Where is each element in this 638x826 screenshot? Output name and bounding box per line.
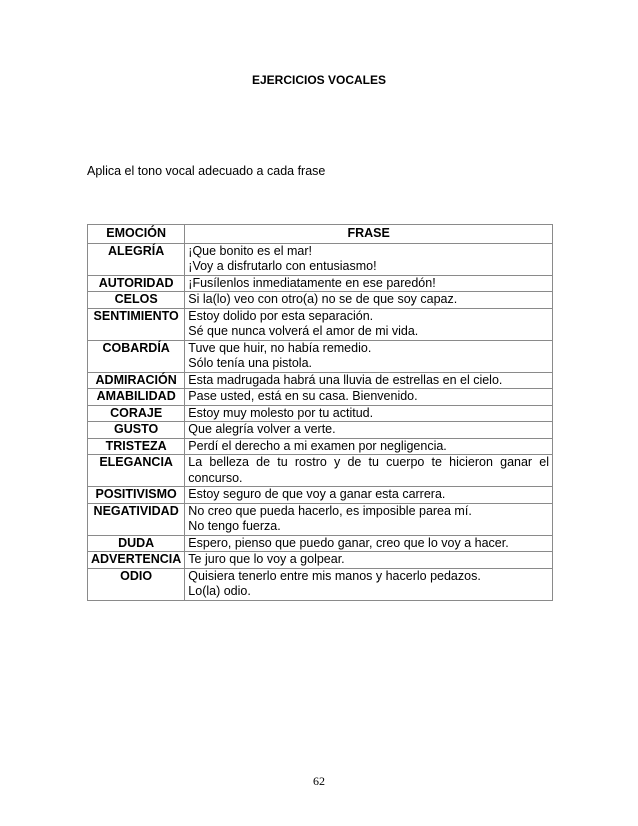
phrase-cell — [185, 405, 553, 422]
table-row — [88, 243, 553, 275]
table-row — [88, 568, 553, 600]
table-row — [88, 422, 553, 439]
phrase-cell — [185, 372, 553, 389]
phrase-cell — [185, 552, 553, 569]
phrase-line: ¡Voy a disfrutarlo con entusiasmo! — [188, 259, 377, 273]
table-row — [88, 340, 553, 372]
emotion-cell: ADVERTENCIA — [88, 552, 185, 569]
emotion-cell: CORAJE — [88, 405, 185, 422]
phrase-line: Que alegría volver a verte. — [188, 422, 336, 436]
instruction-text: Aplica el tono vocal adecuado a cada frase — [87, 164, 326, 178]
phrase-line: Pase usted, está en su casa. Bienvenido. — [188, 389, 418, 403]
phrase-cell — [185, 503, 553, 535]
table-row — [88, 487, 553, 504]
table-body — [88, 243, 553, 600]
emotion-cell: ADMIRACIÓN — [88, 372, 185, 389]
phrase-line: Sé que nunca volverá el amor de mi vida. — [188, 324, 419, 338]
emotion-cell: NEGATIVIDAD — [88, 503, 185, 535]
phrase-cell — [185, 487, 553, 504]
phrase-line: Quisiera tenerlo entre mis manos y hacerlo pedazos. — [188, 568, 481, 583]
phrase-cell — [185, 389, 553, 406]
emotion-cell: ALEGRÍA — [88, 243, 185, 275]
phrase-line: ¡Que bonito es el mar! — [188, 243, 312, 258]
phrase-line: Si la(lo) veo con otro(a) no se de que soy capaz. — [188, 292, 458, 306]
phrase-line: ¡Fusílenlos inmediatamente en ese paredón! — [188, 275, 436, 290]
phrase-line: Perdí el derecho a mi examen por negligencia. — [188, 438, 447, 453]
phrase-line: Lo(la) odio. — [188, 584, 251, 598]
phrase-line: Esta madrugada habrá una lluvia de estrellas en el cielo. — [188, 372, 503, 387]
table-row — [88, 405, 553, 422]
phrase-line: La belleza de tu rostro y de tu cuerpo te hicieron ganar el concurso. — [188, 455, 549, 485]
emotion-cell: POSITIVISMO — [88, 487, 185, 504]
emotion-cell: AMABILIDAD — [88, 389, 185, 406]
phrase-cell — [185, 292, 553, 309]
phrase-cell — [185, 308, 553, 340]
page-title: EJERCICIOS VOCALES — [251, 73, 387, 87]
emotion-cell: GUSTO — [88, 422, 185, 439]
phrase-line: Estoy dolido por esta separación. — [188, 308, 374, 323]
phrase-line: No creo que pueda hacerlo, es imposible parea mí. — [188, 503, 472, 518]
table-header-row — [88, 225, 553, 244]
phrase-cell — [185, 243, 553, 275]
phrase-cell — [185, 438, 553, 455]
phrase-cell — [185, 422, 553, 439]
emotion-cell: TRISTEZA — [88, 438, 185, 455]
table-row — [88, 308, 553, 340]
header-emotion: EMOCIÓN — [88, 225, 185, 244]
phrase-line: Tuve que huir, no había remedio. — [188, 340, 372, 355]
emotion-cell: DUDA — [88, 535, 185, 552]
emotion-cell: ODIO — [88, 568, 185, 600]
phrase-cell — [185, 535, 553, 552]
table-row — [88, 292, 553, 309]
phrase-line: Te juro que lo voy a golpear. — [188, 552, 345, 566]
header-phrase: FRASE — [185, 225, 553, 244]
table-row — [88, 535, 553, 552]
emotion-phrase-table — [87, 224, 553, 601]
table-row — [88, 389, 553, 406]
phrase-line: Estoy seguro de que voy a ganar esta carrera. — [188, 487, 446, 501]
page-number: 62 — [313, 774, 325, 788]
emotion-cell: ELEGANCIA — [88, 455, 185, 487]
emotion-cell: SENTIMIENTO — [88, 308, 185, 340]
table-row — [88, 438, 553, 455]
table-row — [88, 372, 553, 389]
phrase-line: Espero, pienso que puedo ganar, creo que lo voy a hacer. — [188, 535, 509, 550]
phrase-line: Estoy muy molesto por tu actitud. — [188, 405, 374, 420]
table-row — [88, 455, 553, 487]
table-row — [88, 552, 553, 569]
table-row — [88, 275, 553, 292]
phrase-line: Sólo tenía una pistola. — [188, 356, 312, 370]
table-row — [88, 503, 553, 535]
phrase-cell — [185, 455, 553, 487]
emotion-cell: CELOS — [88, 292, 185, 309]
phrase-cell — [185, 340, 553, 372]
phrase-cell — [185, 275, 553, 292]
phrase-line: No tengo fuerza. — [188, 519, 281, 533]
emotion-cell: AUTORIDAD — [88, 275, 185, 292]
phrase-cell — [185, 568, 553, 600]
emotion-cell: COBARDÍA — [88, 340, 185, 372]
